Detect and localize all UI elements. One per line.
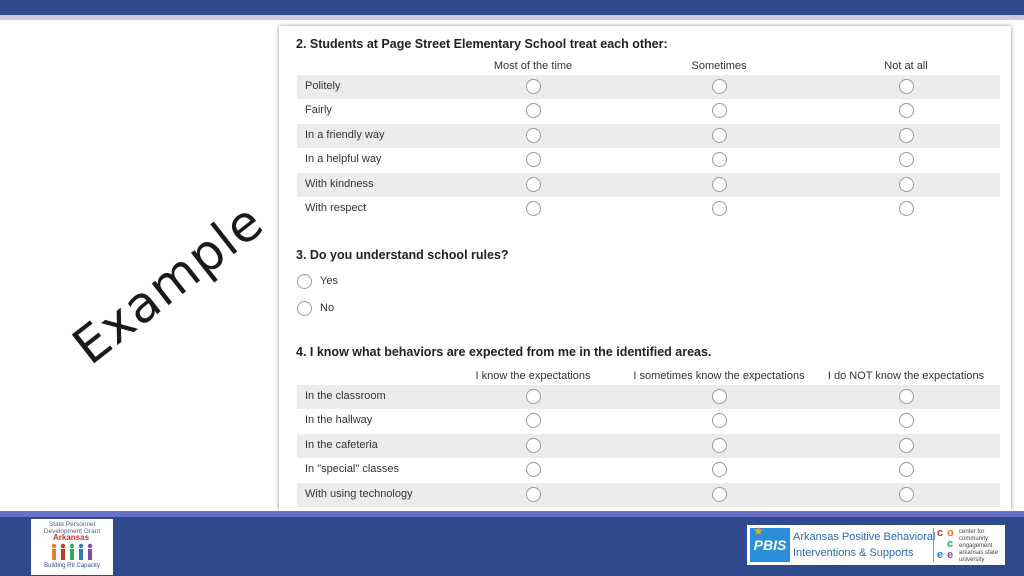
- ce-letter: c: [937, 527, 944, 539]
- q2-column-header-not-at-all: Not at all: [884, 60, 928, 72]
- example-watermark: Example: [62, 192, 275, 376]
- row-label: With kindness: [305, 178, 374, 190]
- radio-most-of-the-time[interactable]: [526, 79, 541, 94]
- option-label: No: [320, 302, 335, 314]
- option-label: Yes: [320, 275, 338, 287]
- q4-row-cafeteria: [297, 434, 1000, 458]
- q2-row-politely: [297, 75, 1000, 99]
- radio-not-at-all[interactable]: [899, 128, 914, 143]
- q2-row-helpful: [297, 148, 1000, 172]
- q4-row-technology: [297, 483, 1000, 507]
- question-2-title: 2. Students at Page Street Elementary School treat each other:: [296, 37, 668, 51]
- top-banner-divider: [0, 15, 1024, 20]
- q2-column-header-sometimes: Sometimes: [691, 60, 747, 72]
- radio-sometimes[interactable]: [712, 128, 727, 143]
- ccee-text: [959, 529, 998, 564]
- pbis-title-line-2: Interventions & Supports: [793, 547, 914, 559]
- ccee-text-line: university: [959, 557, 985, 563]
- spdg-logo: [31, 519, 113, 575]
- row-label: In "special" classes: [305, 463, 400, 475]
- q2-row-kindness: [297, 173, 1000, 197]
- radio-do-not-know[interactable]: [899, 389, 914, 404]
- spdg-logo-brand: Arkansas: [53, 533, 90, 542]
- arkansas-pbis-logo: [747, 525, 1005, 565]
- radio-know[interactable]: [526, 438, 541, 453]
- question-4-title: 4. I know what behaviors are expected from me in the identified areas.: [296, 345, 712, 359]
- row-label: In a friendly way: [305, 129, 385, 141]
- q2-row-fairly: [297, 99, 1000, 123]
- top-banner: [0, 0, 1024, 15]
- radio-not-at-all[interactable]: [899, 152, 914, 167]
- q2-column-header-most: Most of the time: [493, 60, 573, 72]
- pbis-mark: PBIS: [750, 528, 790, 562]
- radio-most-of-the-time[interactable]: [526, 152, 541, 167]
- radio-sometimes[interactable]: [712, 177, 727, 192]
- radio-know[interactable]: [526, 462, 541, 477]
- q4-column-header-do-not-know: I do NOT know the expectations: [827, 370, 985, 382]
- row-label: With respect: [305, 202, 367, 214]
- row-label: In the classroom: [305, 390, 386, 402]
- radio-sometimes[interactable]: [712, 201, 727, 216]
- radio-sometimes-know[interactable]: [712, 413, 727, 428]
- radio-not-at-all[interactable]: [899, 177, 914, 192]
- pbis-title-line-1: Arkansas Positive Behavioral: [793, 531, 936, 543]
- ccee-text-line: center for: [959, 529, 985, 535]
- q4-row-classroom: [297, 385, 1000, 409]
- ccee-text-line: community: [959, 536, 989, 542]
- radio-sometimes-know[interactable]: [712, 462, 727, 477]
- radio-know[interactable]: [526, 389, 541, 404]
- radio-do-not-know[interactable]: [899, 487, 914, 502]
- radio-yes[interactable]: [297, 274, 312, 289]
- radio-sometimes-know[interactable]: [712, 438, 727, 453]
- radio-do-not-know[interactable]: [899, 413, 914, 428]
- radio-not-at-all[interactable]: [899, 79, 914, 94]
- radio-sometimes-know[interactable]: [712, 487, 727, 502]
- ce-letter: c: [947, 538, 954, 550]
- ce-letter: e: [937, 549, 944, 561]
- row-label: Fairly: [305, 104, 332, 116]
- radio-do-not-know[interactable]: [899, 438, 914, 453]
- q4-column-header-know: I know the expectations: [475, 370, 591, 382]
- radio-no[interactable]: [297, 301, 312, 316]
- ccee-text-line: engagement: [959, 543, 993, 549]
- spdg-logo-arc-text: State Personnel Development Grant: [43, 521, 101, 535]
- radio-sometimes[interactable]: [712, 152, 727, 167]
- ce-letter: e: [947, 549, 954, 561]
- radio-sometimes-know[interactable]: [712, 389, 727, 404]
- radio-know[interactable]: [526, 413, 541, 428]
- row-label: Politely: [305, 80, 341, 92]
- survey-screenshot: [279, 26, 1011, 511]
- radio-sometimes[interactable]: [712, 79, 727, 94]
- ce-letter: o: [947, 527, 954, 539]
- q4-row-hallway: [297, 409, 1000, 433]
- ccee-mark: [933, 528, 957, 562]
- radio-know[interactable]: [526, 487, 541, 502]
- radio-not-at-all[interactable]: [899, 103, 914, 118]
- radio-most-of-the-time[interactable]: [526, 177, 541, 192]
- radio-do-not-know[interactable]: [899, 462, 914, 477]
- radio-most-of-the-time[interactable]: [526, 201, 541, 216]
- radio-sometimes[interactable]: [712, 103, 727, 118]
- people-figures-icon: [49, 543, 95, 561]
- ccee-text-line: arkansas state: [959, 550, 999, 556]
- question-3-title: 3. Do you understand school rules?: [296, 248, 509, 262]
- row-label: In a helpful way: [305, 153, 382, 165]
- row-label: In the cafeteria: [305, 439, 378, 451]
- radio-most-of-the-time[interactable]: [526, 128, 541, 143]
- row-label: With using technology: [305, 488, 413, 500]
- q2-row-respect: [297, 197, 1000, 221]
- radio-most-of-the-time[interactable]: [526, 103, 541, 118]
- spdg-logo-tagline: Building RtI Capacity: [44, 563, 100, 569]
- row-label: In the hallway: [305, 414, 373, 426]
- star-icon: ★: [753, 525, 764, 538]
- q4-row-special-classes: [297, 458, 1000, 482]
- q2-row-friendly: [297, 124, 1000, 148]
- radio-not-at-all[interactable]: [899, 201, 914, 216]
- q4-column-header-sometimes-know: I sometimes know the expectations: [633, 370, 805, 382]
